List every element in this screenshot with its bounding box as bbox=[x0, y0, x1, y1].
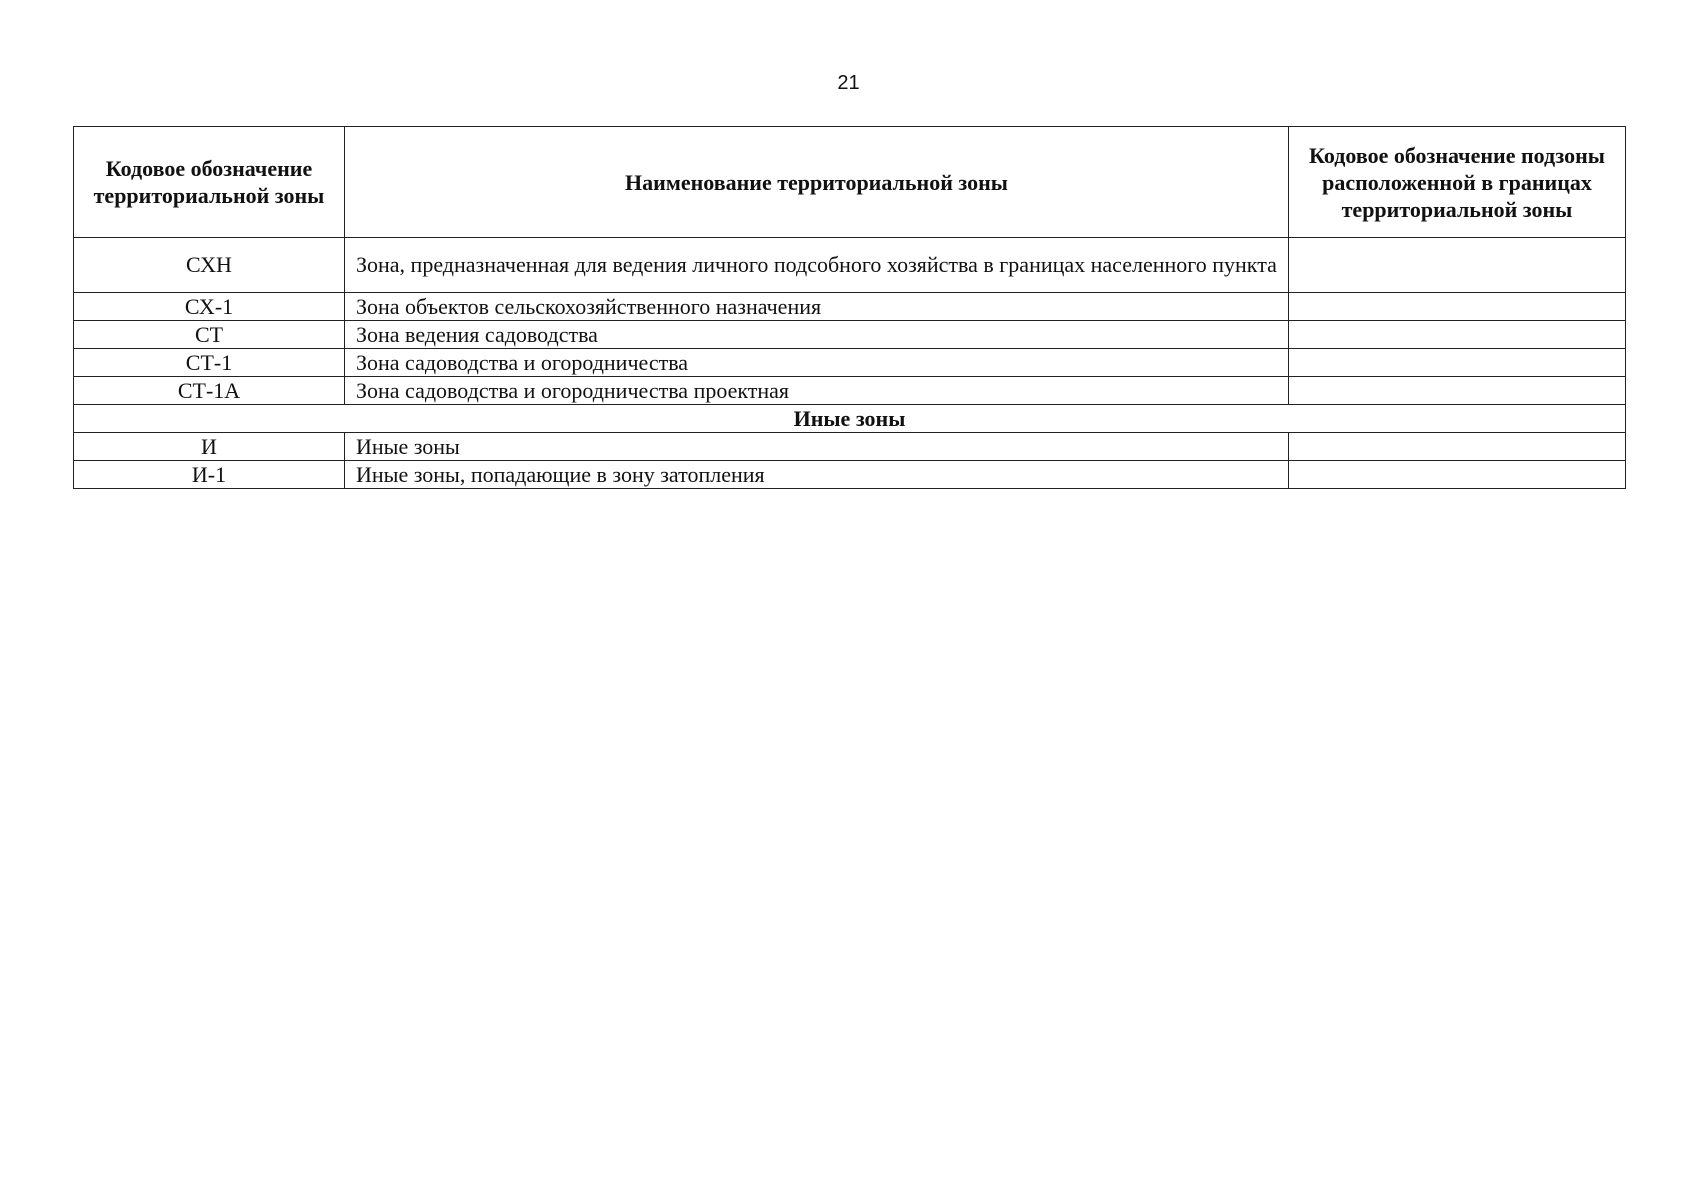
section-title: Иные зоны bbox=[74, 405, 1626, 433]
table-row bbox=[74, 433, 1626, 461]
table-body bbox=[74, 238, 1626, 489]
zone-name: Зона садоводства и огородничества проектная bbox=[345, 377, 1289, 405]
zone-name: Зона, предназначенная для ведения личного подсобного хозяйства в границах населенного пункта bbox=[345, 238, 1289, 293]
zone-name: Зона ведения садоводства bbox=[345, 321, 1289, 349]
subzone-code bbox=[1289, 238, 1626, 293]
zone-name: Зона садоводства и огородничества bbox=[345, 349, 1289, 377]
zone-code: И-1 bbox=[74, 461, 345, 489]
zone-code: СХН bbox=[74, 238, 345, 293]
header-subzone-code: Кодовое обозначение подзоны расположенной в границах территориальной зоны bbox=[1289, 127, 1626, 238]
zone-name: Зона объектов сельскохозяйственного назначения bbox=[345, 293, 1289, 321]
subzone-code bbox=[1289, 433, 1626, 461]
zone-code: И bbox=[74, 433, 345, 461]
table-row bbox=[74, 293, 1626, 321]
subzone-code bbox=[1289, 349, 1626, 377]
table-row bbox=[74, 321, 1626, 349]
table-row bbox=[74, 461, 1626, 489]
header-zone-name: Наименование территориальной зоны bbox=[345, 127, 1289, 238]
table-header bbox=[74, 127, 1626, 238]
section-row bbox=[74, 405, 1626, 433]
zone-name: Иные зоны, попадающие в зону затопления bbox=[345, 461, 1289, 489]
zone-name: Иные зоны bbox=[345, 433, 1289, 461]
zone-code: СТ bbox=[74, 321, 345, 349]
table-row bbox=[74, 377, 1626, 405]
subzone-code bbox=[1289, 461, 1626, 489]
zone-code: СТ-1А bbox=[74, 377, 345, 405]
table-row bbox=[74, 238, 1626, 293]
subzone-code bbox=[1289, 293, 1626, 321]
header-zone-code: Кодовое обозначение территориальной зоны bbox=[74, 127, 345, 238]
page-number: 21 bbox=[837, 72, 860, 94]
table-row bbox=[74, 349, 1626, 377]
zone-code: СТ-1 bbox=[74, 349, 345, 377]
subzone-code bbox=[1289, 321, 1626, 349]
header-row bbox=[74, 127, 1626, 238]
zones-table bbox=[73, 126, 1626, 489]
subzone-code bbox=[1289, 377, 1626, 405]
zone-code: СХ-1 bbox=[74, 293, 345, 321]
